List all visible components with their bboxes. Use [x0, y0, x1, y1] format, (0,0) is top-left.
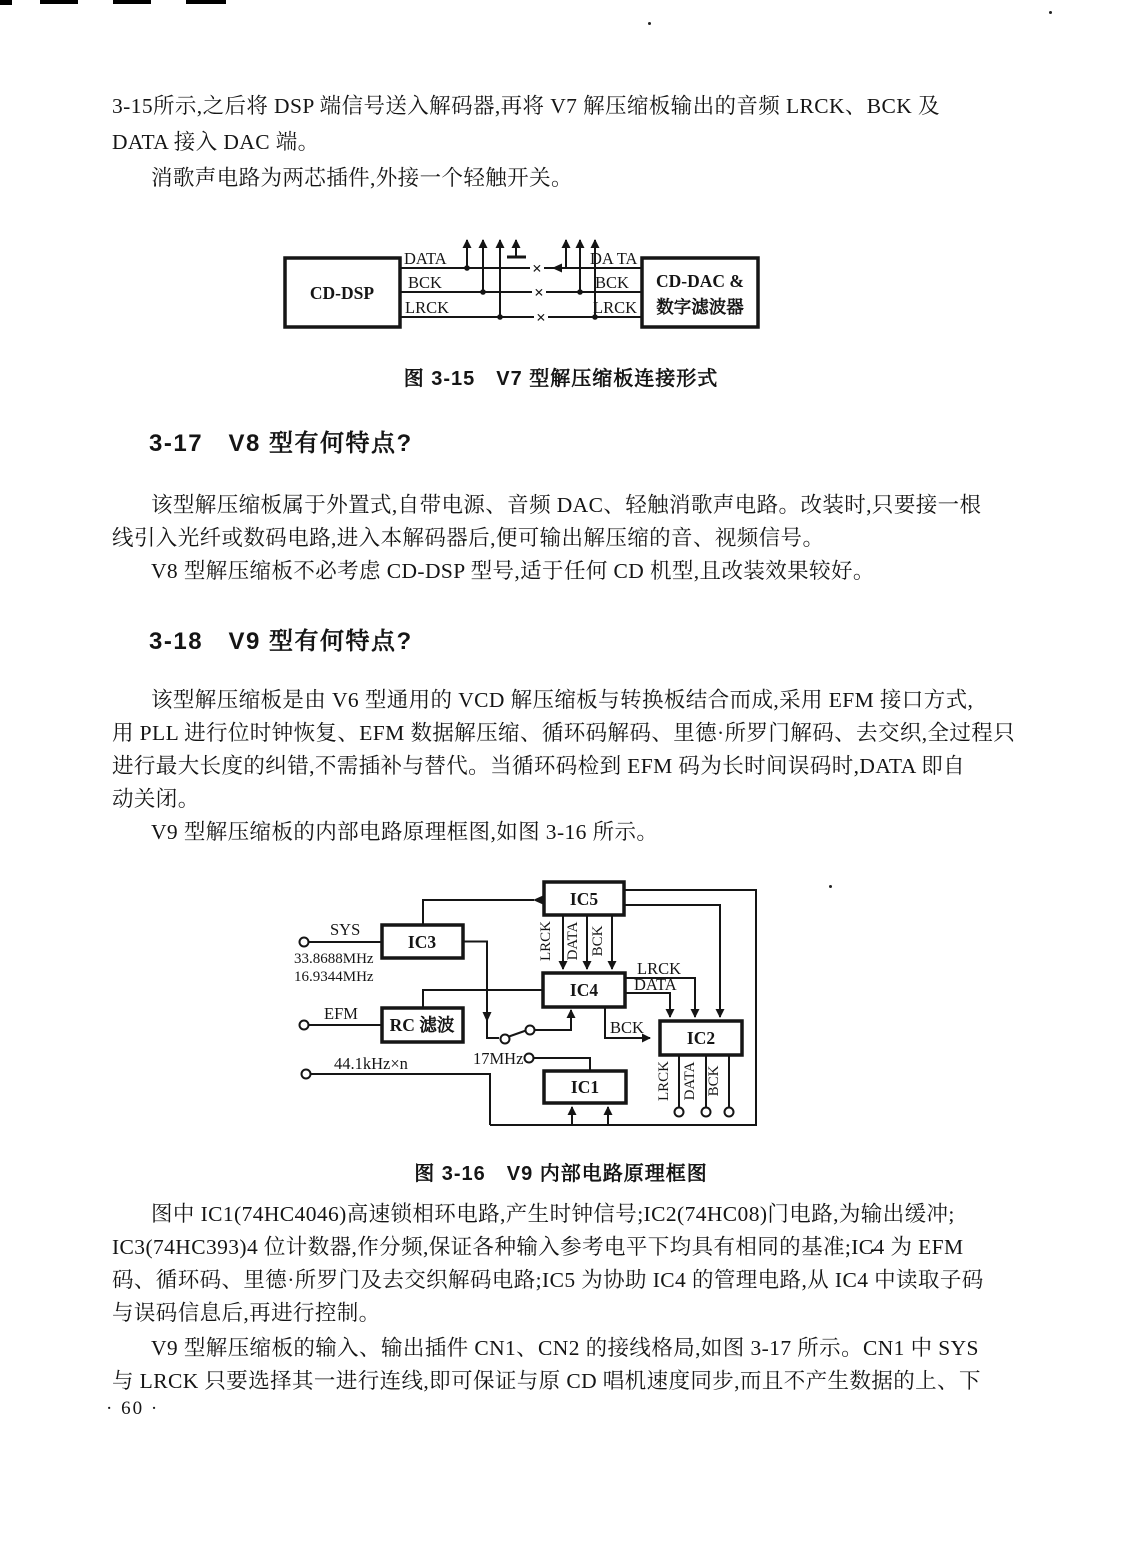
vco-wire: [534, 1058, 591, 1071]
paragraph-line: 该型解压缩板属于外置式,自带电源、音频 DAC、轻触消歌声电路。改装时,只要接一根: [151, 493, 982, 517]
paragraph-line: 与 LRCK 只要选择其一进行连线,即可保证与原 CD 唱机速度同步,而且不产生数据的上、下: [112, 1369, 981, 1393]
sample-label: 44.1kHz×n: [334, 1054, 408, 1073]
rc-to-ic4-wire: [423, 990, 543, 1008]
cd-dac-label-line2: 数字滤波器: [656, 297, 744, 317]
rc-filter-label: RC 滤波: [389, 1015, 455, 1035]
intro-line: 消歌声电路为两芯插件,外接一个轻触开关。: [151, 166, 573, 190]
sys-terminal: [300, 938, 309, 947]
ic5-input-arrowhead: [533, 896, 543, 905]
junction-dot: [497, 314, 503, 320]
paragraph-line: V9 型解压缩板的输入、输出插件 CN1、CN2 的接线格局,如图 3-17 所示。CN1 中 SYS: [151, 1336, 979, 1360]
page-number: · 60 ·: [106, 1398, 160, 1419]
paragraph-line: IC3(74HC393)4 位计数器,作分频,保证各种输入参考电平下均具有相同的基准;IC4 为 EFM: [112, 1235, 964, 1259]
bck-label-left: BCK: [408, 273, 442, 292]
junction-dot: [480, 289, 486, 295]
scan-artifact: [0, 0, 12, 5]
ic4-data-out-wire: [625, 993, 670, 1017]
paragraph-line: 动关闭。: [112, 787, 200, 811]
switch-lever: [509, 1031, 526, 1037]
out-bck-label: BCK: [706, 1065, 722, 1097]
section-heading-3-18: 3-18 V9 型有何特点?: [149, 628, 413, 655]
efm-label: EFM: [324, 1004, 358, 1023]
paragraph-line: 图中 IC1(74HC4046)高速锁相环电路,产生时钟信号;IC2(74HC08)门电路,为输出缓冲;: [151, 1202, 955, 1226]
scan-artifact: [113, 0, 151, 4]
lrck-label-left: LRCK: [405, 298, 450, 317]
ic1-label: IC1: [570, 1077, 600, 1097]
data-label-left: DATA: [404, 249, 447, 268]
cd-dsp-label: CD-DSP: [309, 283, 375, 303]
paragraph-line: 该型解压缩板是由 V6 型通用的 VCD 解压缩板与转换板结合而成,采用 EFM 接口方式,: [151, 688, 974, 712]
data-output-terminal: [702, 1108, 711, 1117]
paragraph-line: 码、循环码、里德·所罗门及去交织解码电路;IC5 为协助 IC4 的管理电路,从 IC4 中读取子码: [112, 1268, 984, 1292]
intro-line: 3-15所示,之后将 DSP 端信号送入解码器,再将 V7 解压缩板输出的音频 LRCK、BCK 及: [112, 94, 940, 118]
paragraph-line: 与误码信息后,再进行控制。: [112, 1301, 381, 1325]
vco-terminal: [525, 1054, 534, 1063]
lrck-label-right: LRCK: [593, 298, 638, 317]
sample-wire: [311, 1074, 491, 1125]
switch-contact-left: [501, 1035, 510, 1044]
cut-mark: ×: [536, 308, 546, 327]
paragraph-line: 进行最大长度的纠错,不需插补与替代。当循环码检到 EFM 码为长时间误码时,DATA 即自: [112, 754, 966, 778]
scan-speck: [648, 22, 651, 25]
cut-mark: ×: [534, 283, 544, 302]
switch-contact-right: [526, 1026, 535, 1035]
bus-bck-label: BCK: [590, 925, 606, 957]
ic5-label: IC5: [569, 889, 599, 909]
bus-lrck-label: LRCK: [538, 920, 554, 962]
switch-to-ic4-wire: [535, 1010, 572, 1030]
ic3-label: IC3: [407, 932, 437, 952]
data-label-right: DA TA: [590, 249, 638, 268]
scan-speck: [829, 885, 832, 888]
ic4-bck-label: BCK: [610, 1018, 644, 1037]
cd-dac-label-line1: CD-DAC &: [656, 271, 744, 291]
ic4-data-label: DATA: [634, 975, 677, 994]
scan-artifact: [186, 0, 226, 4]
left-arrowhead: [552, 264, 562, 273]
bus-data-label: DATA: [565, 921, 581, 961]
section-heading-3-17: 3-17 V8 型有何特点?: [149, 430, 413, 457]
paragraph-line: 用 PLL 进行位时钟恢复、EFM 数据解压缩、循环码解码、里德·所罗门解码、去交织,全过程只: [112, 721, 1016, 745]
ic3-to-ic5-wire: [423, 900, 534, 925]
scan-artifact: [40, 0, 78, 4]
efm-terminal: [300, 1021, 309, 1030]
junction-dot: [577, 289, 583, 295]
vco-label: 17MHz: [473, 1049, 524, 1068]
switch-wire-arrowhead: [483, 1012, 492, 1022]
ic4-lrck-label: LRCK: [637, 959, 682, 978]
paragraph-line: V8 型解压缩板不必考虑 CD-DSP 型号,适于任何 CD 机型,且改装效果较好。: [151, 559, 875, 583]
out-lrck-label: LRCK: [656, 1060, 672, 1102]
bck-output-terminal: [725, 1108, 734, 1117]
figure-3-15-caption: 图 3-15 V7 型解压缩板连接形式: [403, 368, 719, 390]
paragraph-line: V9 型解压缩板的内部电路原理框图,如图 3-16 所示。: [151, 820, 659, 844]
figure-3-16-diagram: [290, 870, 790, 1160]
ic2-label: IC2: [686, 1028, 716, 1048]
sys-label: SYS: [330, 920, 361, 939]
out-data-label: DATA: [682, 1061, 698, 1101]
scan-speck: [1049, 11, 1052, 14]
figure-3-15-diagram: [280, 228, 780, 358]
ic4-label: IC4: [569, 980, 599, 1000]
bck-label-right: BCK: [595, 273, 629, 292]
junction-dot: [464, 265, 470, 271]
figure-3-16-caption: 图 3-16 V9 内部电路原理框图: [414, 1163, 708, 1185]
intro-line: DATA 接入 DAC 端。: [112, 130, 320, 154]
sample-terminal: [302, 1070, 311, 1079]
cut-mark: ×: [532, 259, 542, 278]
lrck-output-terminal: [675, 1108, 684, 1117]
freq1-label: 33.8688MHz: [294, 951, 374, 967]
freq2-label: 16.9344MHz: [294, 969, 374, 985]
paragraph-line: 线引入光纤或数码电路,进入本解码器后,便可输出解压缩的音、视频信号。: [112, 526, 825, 550]
